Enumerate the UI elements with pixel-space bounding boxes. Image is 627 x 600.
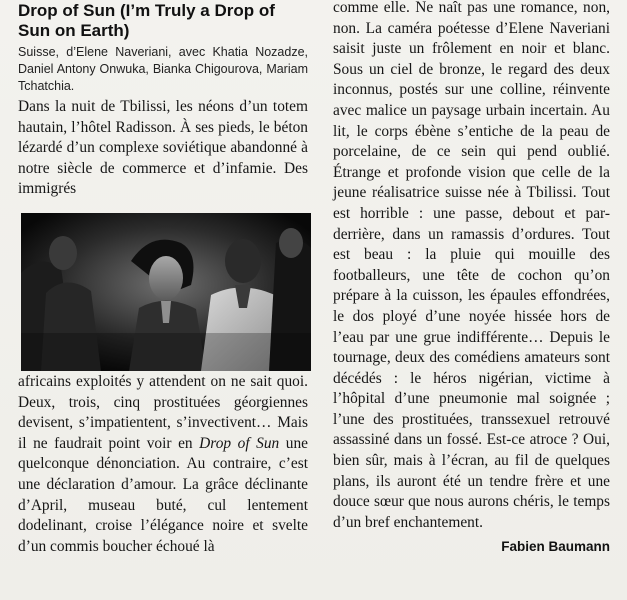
paragraph-continued: [18, 372, 308, 557]
film-title-italic: Drop of Sun: [199, 434, 280, 452]
paragraph-2-text-b: une quelconque dénonciation. Au contraire, c’est une déclaration d’amour. La grâce déclinante d’April, museau buté, cul lentement dodelinant, croise l’élégance noire et svelte d’un commis boucher échoué là: [18, 434, 308, 555]
left-column: [18, 0, 308, 555]
paragraph-2-text-a: africains exploités y attendent on ne sait quoi. Deux, trois, cinq prostituées géorgiennes devisent, s’impatientent, s’invectivent… Mais il ne faudrait point voir en: [18, 373, 308, 452]
paragraph-review: comme elle. Ne naît pas une romance, non, non. La caméra poétesse d’Elene Naveriani saisit juste un frôlement en noir et blanc. Sous un ciel de bronze, le regard des deux inconnus, postés sur une colline, réinvente avec malice un paysage urbain incertain. Au lit, le corps ébène s’entiche de la peau de porcelaine, de ce sein qui pend oublié. Étrange et profonde vision que celle de la jeune réalisatrice suisse née à Tbilissi. Tout est horrible : une passe, debout et par-derrière, dans un ramassis d’ordures. Tout est beau : la pluie qui mouille des footballeurs, une tête de cochon qu’on prépare à la cuisson, les épaules effondrées, le dos ployé d’une noyée hissée hors de l’eau par une grue indifférente… Depuis le tournage, deux des comédiens amateurs sont décédés : le héros nigérian, victime à l’hôpital d’une pneumonie mal soignée ; l’une des prostituées, transsexuel retrouvé assassiné dans un fossé. Est-ce atroce ? Oui, bien sûr, mais à l’écran, au fil de quelques plans, ils auront été un tendre frère et une douce sœur que nous aurons chéris, le temps d’un bref enchantement.: [333, 0, 610, 531]
article-title: Drop of Sun (I’m Truly a Drop of Sun on Earth): [18, 1, 275, 40]
film-credits: Suisse, d’Elene Naveriani, avec Khatia Nozadze, Daniel Antony Onwuka, Bianka Chigourova, Mariam Tchatchia.: [18, 45, 308, 93]
film-still-photo: [21, 213, 311, 371]
paragraph-opening: Dans la nuit de Tbilissi, les néons d’un totem hautain, l’hôtel Radisson. À ses pieds, le béton lézardé d’un complexe soviétique abandonné à notre siècle de commerce et d’infamie. Des immigrés: [18, 98, 308, 198]
right-column: [333, 0, 610, 554]
author-byline: Fabien Baumann: [501, 539, 610, 555]
